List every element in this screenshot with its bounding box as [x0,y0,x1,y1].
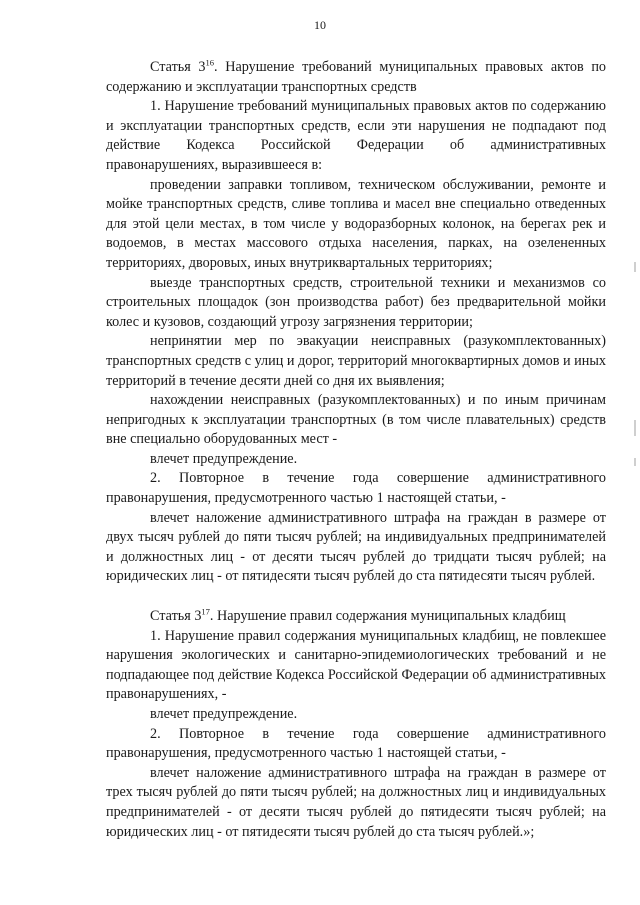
article-title-prefix: Статья 3 [150,608,202,625]
paragraph: проведении заправки топливом, техническом обслуживании, ремонте и мойке транспортных средств, сливе топлива и масел вне специально отведенных для этой цели местах, в том числе у водоразборных колонок, на берегах рек и водоемов, в местах массового отдыха населения, парках, на озелененных территориях, дворовых, иных внутриквартальных территориях; [106,176,606,271]
page-number: 10 [314,18,326,32]
article-title-text: . Нарушение требований муниципальных правовых актов по содержанию и эксплуатации транспортных средств [106,59,606,95]
scan-artifact [634,420,636,436]
paragraph: 2. Повторное в течение года совершение административного правонарушения, предусмотренного частью 1 настоящей статьи, - [106,470,606,507]
document-body [106,58,606,842]
article-title [106,58,606,97]
paragraph: влечет предупреждение. [150,450,298,467]
scan-artifact [634,262,636,272]
paragraph: влечет наложение административного штрафа на граждан в размере от двух тысяч рублей до пяти тысяч рублей; на индивидуальных предпринимателей и должностных лиц - от десяти тысяч рублей до тридцати тысяч рублей; на юридических лиц - от пятидесяти тысяч рублей до ста пятидесяти тысяч рублей. [106,509,606,585]
paragraph: непринятии мер по эвакуации неисправных (разукомплектованных) транспортных средств с улиц и дорог, территорий многоквартирных домов и иных территорий в течение десяти дней со дня их выявления; [106,333,606,389]
paragraph: выезде транспортных средств, строительной техники и механизмов со строительных площадок (зон производства работ) без предварительной мойки колес и кузовов, создающий угрозу загрязнения территории; [106,274,606,330]
article-title [106,607,606,627]
article-title-superscript: 16 [205,57,215,68]
article-title-prefix: Статья 3 [150,59,206,75]
article-3-17 [106,607,606,842]
paragraph: 1. Нарушение правил содержания муниципальных кладбищ, не повлекшее нарушения экологических и санитарно-эпидемиологических требований и не подпадающее под действие Кодекса Российской Федерации об административных правонарушениях, - [106,627,606,703]
paragraph: влечет предупреждение. [150,706,298,722]
paragraph: влечет наложение административного штрафа на граждан в размере от трех тысяч рублей до пяти тысяч рублей; на должностных лиц и индивидуальных предпринимателей - от десяти тысяч рублей до пятидесяти тысяч рублей; на юридических лиц - от пятидесяти тысяч рублей до ста тысяч рублей.»; [106,764,606,840]
paragraph: нахождении неисправных (разукомплектованных) и по иным причинам непригодных к эксплуатации транспортных (в том числе плавательных) средств вне специально оборудованных мест - [106,392,606,448]
paragraph: 1. Нарушение требований муниципальных правовых актов по содержанию и эксплуатации транспортных средств, если эти нарушения не подпадают под действие Кодекса Российской Федерации об административных правонарушениях, выразившееся в: [106,98,606,173]
article-title-text: . Нарушение правил содержания муниципальных кладбищ [209,608,566,625]
article-title-superscript: 17 [201,606,210,617]
paragraph: 2. Повторное в течение года совершение административного правонарушения, предусмотренного частью 1 настоящей статьи, - [106,725,606,762]
scan-artifact [634,458,636,466]
article-3-16 [106,58,606,587]
